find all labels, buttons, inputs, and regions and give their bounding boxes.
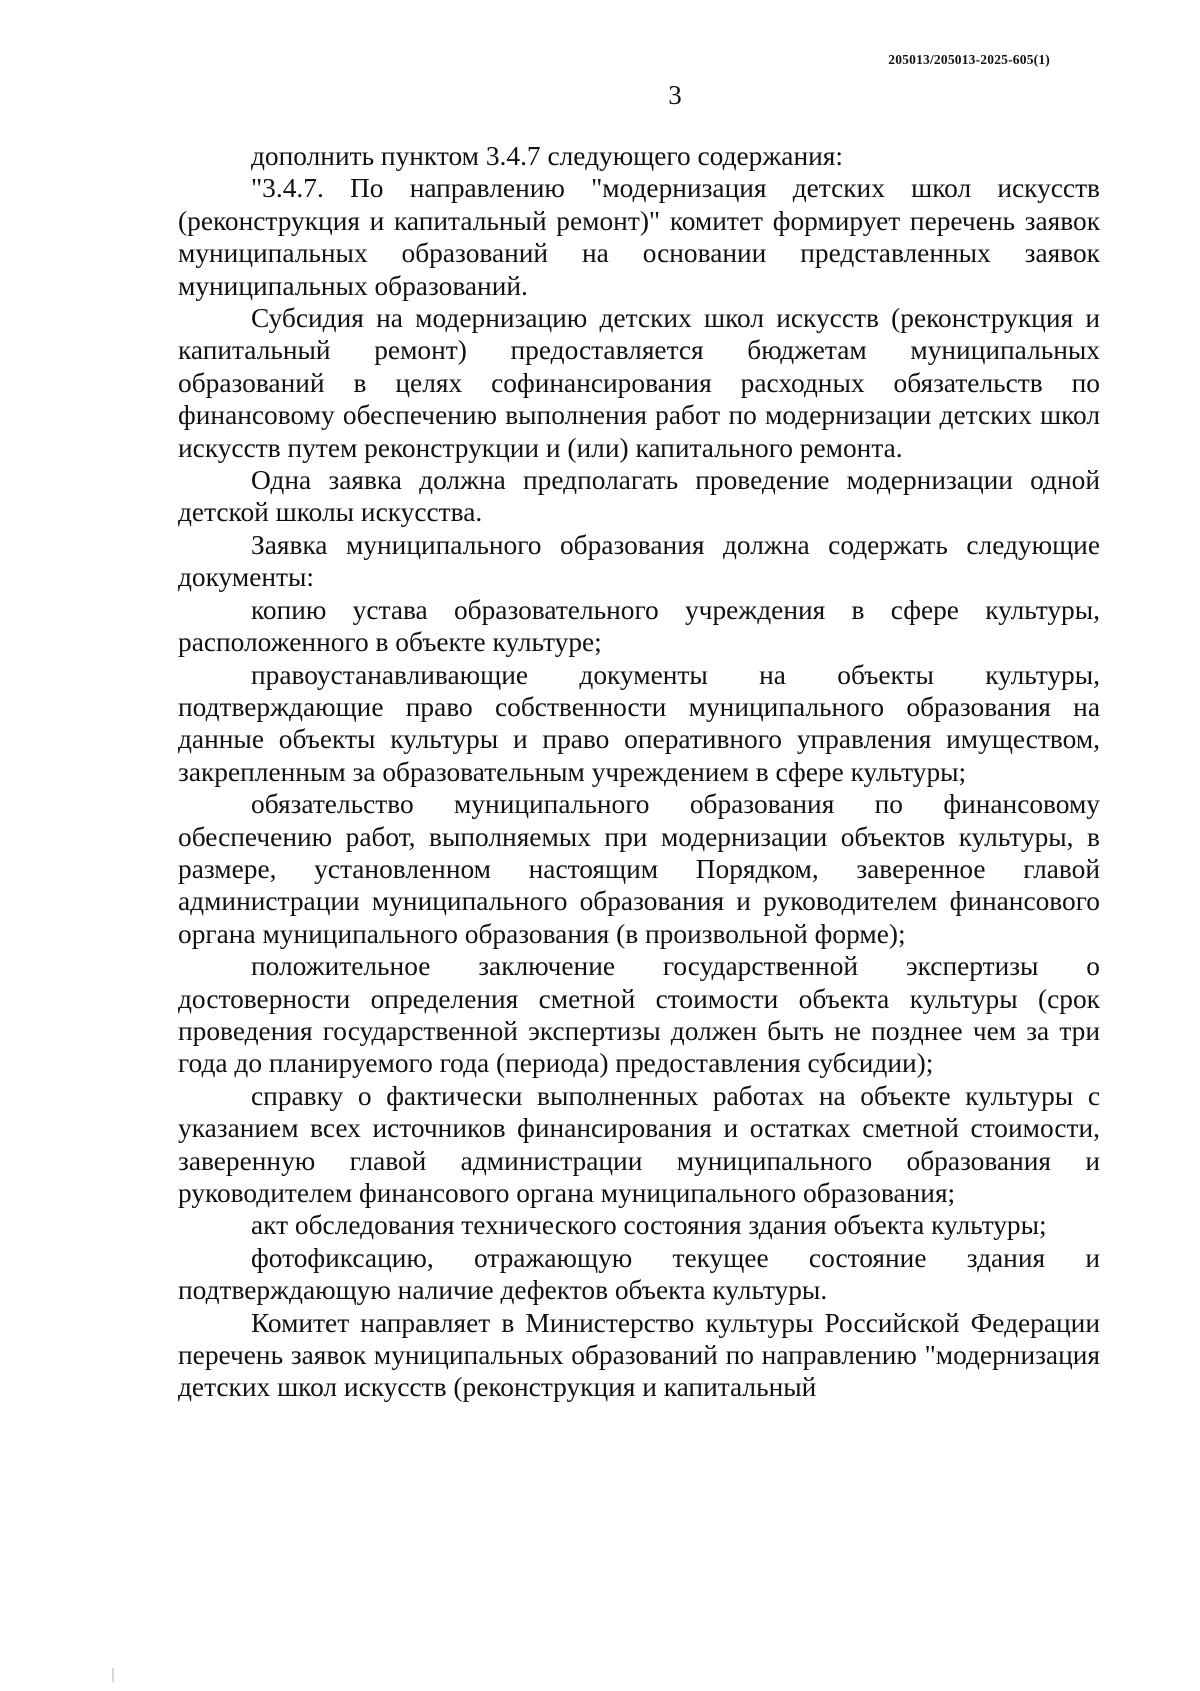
paragraph: "3.4.7. По направлению "модернизация детских школ искусств (реконструкция и капитальный ремонт)" комитет формирует перечень заявок муниципальных образований на основании представленных заявок муниципальных образований. — [178, 173, 1100, 301]
document-id: 205013/205013-2025-605(1) — [888, 52, 1050, 67]
scan-artifact — [112, 1668, 114, 1682]
document-body — [178, 140, 1100, 1404]
list-item: акт обследования технического состояния здания объекта культуры; — [251, 1210, 1047, 1241]
paragraph: Одна заявка должна предполагать проведение модернизации одной детской школы искусства. — [178, 465, 1100, 528]
list-item: копию устава образовательного учреждения в сфере культуры, расположенного в объекте культуре; — [178, 594, 1100, 658]
list-item: обязательство муниципального образования по финансовому обеспечению работ, выполняемых при модернизации объектов культуры, в размере, установленном настоящим Порядком, заверенное главой администрации муниципального образования и руководителем финансового органа муниципального образования (в произвольной форме); — [178, 789, 1100, 949]
paragraph: дополнить пунктом 3.4.7 следующего содержания: — [251, 141, 843, 171]
list-item: справку о фактически выполненных работах на объекте культуры с указанием всех источников финансирования и остатках сметной стоимости, заверенную главой администрации муниципального образования и руководителем финансового органа муниципального образования; — [178, 1080, 1100, 1208]
paragraph: Субсидия на модернизацию детских школ искусств (реконструкция и капитальный ремонт) предоставляется бюджетам муниципальных образований в целях софинансирования расходных обязательств по финансовому обеспечению выполнения работ по модернизации детских школ искусств путем реконструкции и (или) капитального ремонта. — [178, 303, 1100, 463]
page-number: 3 — [668, 80, 682, 110]
paragraph: Комитет направляет в Министерство культуры Российской Федерации перечень заявок муниципальных образований по направлению "модернизация детских школ искусств (реконструкция и капитальный — [178, 1307, 1100, 1403]
list-item: фотофиксацию, отражающую текущее состояние здания и подтверждающую наличие дефектов объекта культуры. — [178, 1242, 1100, 1306]
paragraph: Заявка муниципального образования должна содержать следующие документы: — [178, 529, 1100, 593]
list-item: правоустанавливающие документы на объекты культуры, подтверждающие право собственности муниципального образования на данные объекты культуры и право оперативного управления имуществом, закрепленным за образовательным учреждением в сфере культуры; — [178, 659, 1100, 787]
list-item: положительное заключение государственной экспертизы о достоверности определения сметной стоимости объекта культуры (срок проведения государственной экспертизы должен быть не позднее чем за три года до планируемого года (периода) предоставления субсидии); — [178, 951, 1100, 1079]
